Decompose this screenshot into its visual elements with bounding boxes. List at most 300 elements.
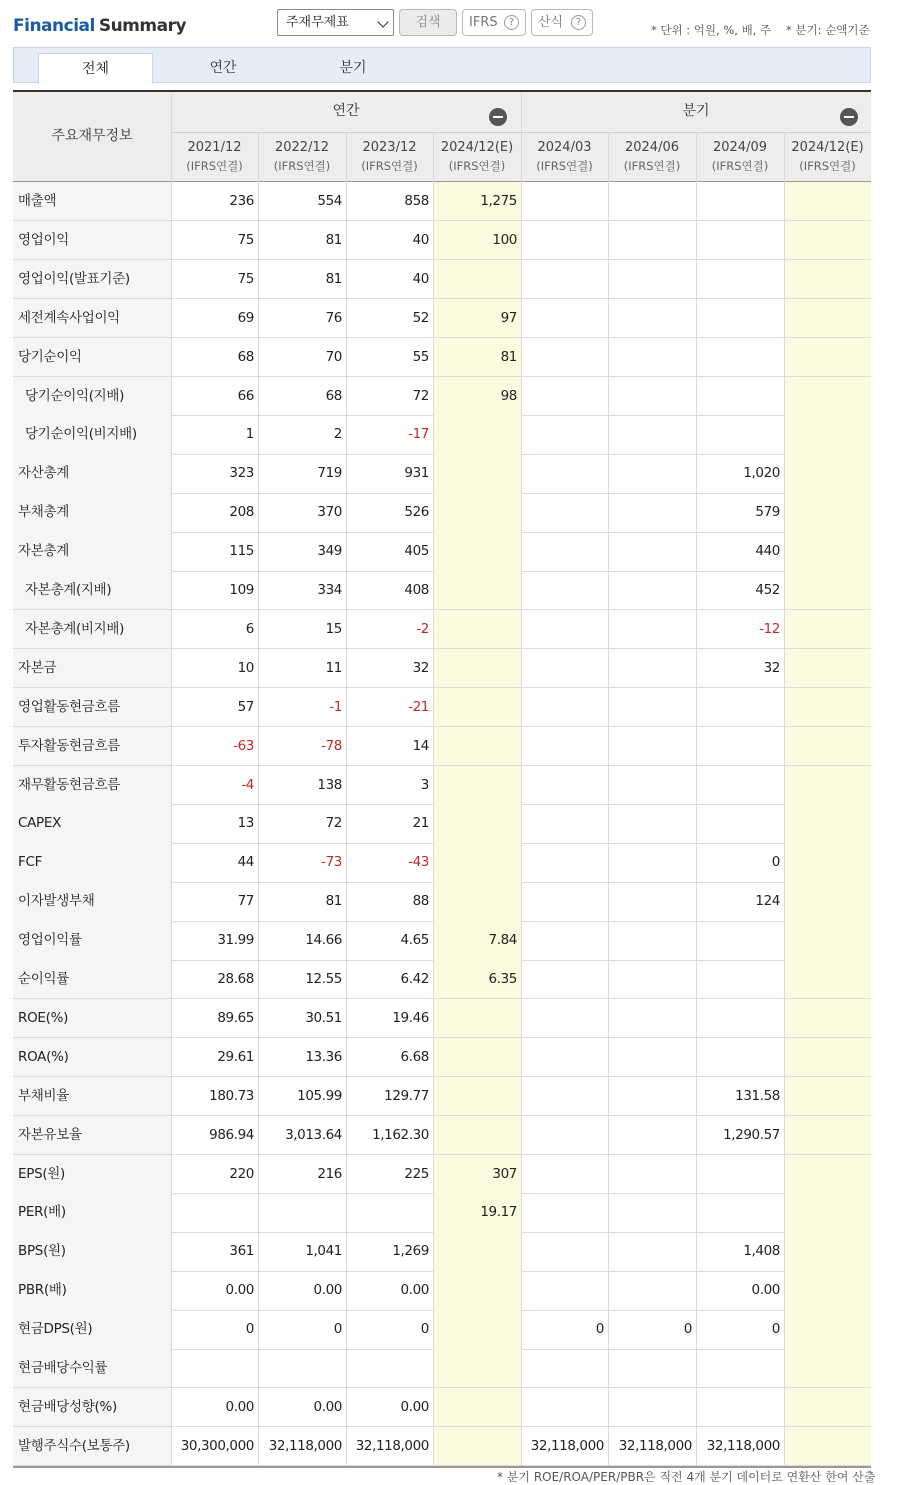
row-label: ROE(%): [13, 999, 171, 1038]
formula-label: 산식: [538, 15, 564, 30]
table-cell: [433, 1349, 521, 1388]
divider: [784, 132, 785, 181]
table-cell: [433, 1310, 521, 1349]
table-cell: 14: [412, 737, 429, 754]
table-cell: [784, 727, 871, 766]
table-cell: [433, 688, 521, 727]
divider: [258, 181, 259, 1465]
table-cell: [171, 1193, 258, 1232]
table-cell: [521, 921, 608, 960]
table-cell: 32,118,000: [268, 1437, 342, 1454]
table-cell: 129.77: [384, 1087, 429, 1104]
footnote: * 분기 ROE/ROA/PER/PBR은 직전 4개 분기 데이터로 연환산 한여 산출: [497, 1470, 876, 1484]
row-label: 당기순이익: [13, 338, 171, 377]
table-cell: [346, 1193, 433, 1232]
row-label: 순이익률: [13, 960, 171, 999]
table-cell: 225: [404, 1165, 429, 1182]
table-cell: [784, 1193, 871, 1232]
table-cell: [784, 804, 871, 843]
table-cell: [608, 1349, 696, 1388]
table-cell: 29.61: [217, 1048, 254, 1065]
table-cell: [696, 921, 784, 960]
table-cell: 21: [412, 815, 429, 832]
table-cell: [784, 338, 871, 377]
table-cell: [784, 493, 871, 532]
table-cell: 13.36: [305, 1048, 342, 1065]
table-cell: [784, 1155, 871, 1194]
table-cell: [608, 532, 696, 571]
row-label: 영업이익: [13, 221, 171, 260]
table-cell: 236: [229, 193, 254, 209]
table-cell: 57: [237, 698, 254, 715]
table-cell: [696, 804, 784, 843]
table-cell: 452: [755, 582, 780, 598]
table-cell: [608, 882, 696, 921]
table-cell: -17: [408, 426, 429, 443]
table-cell: [608, 338, 696, 377]
column-header: [433, 132, 521, 181]
table-cell: [346, 1349, 433, 1388]
row-label: 당기순이익(비지배): [13, 415, 171, 454]
table-cell: [784, 1310, 871, 1349]
table-cell: 76: [325, 309, 342, 326]
table-cell: 75: [237, 270, 254, 287]
table-cell: 32,118,000: [530, 1437, 604, 1454]
table-cell: 1,408: [743, 1243, 780, 1260]
divider: [433, 181, 434, 1465]
row-header-label: 주요재무정보: [51, 128, 133, 144]
table-cell: [521, 727, 608, 766]
column-basis: (IFRS연결): [273, 159, 331, 173]
table-cell: [608, 377, 696, 416]
column-header: [346, 132, 433, 181]
row-label: FCF: [13, 843, 171, 882]
table-cell: 40: [412, 270, 429, 287]
table-cell: 28.68: [217, 971, 254, 987]
table-cell: [521, 221, 608, 260]
table-cell: [433, 610, 521, 649]
table-cell: 19.46: [392, 1009, 429, 1026]
table-cell: [258, 1193, 346, 1232]
table-cell: 208: [229, 504, 254, 521]
table-cell: [696, 1155, 784, 1194]
table-cell: [784, 221, 871, 260]
table-cell: [608, 454, 696, 493]
table-cell: [433, 1038, 521, 1077]
table-cell: [433, 260, 521, 299]
column-basis: (IFRS연결): [448, 159, 506, 173]
divider: [784, 181, 785, 1465]
ifrs-help-button[interactable]: [462, 9, 526, 36]
table-cell: 30.51: [305, 1009, 342, 1026]
table-cell: 440: [755, 543, 780, 560]
table-cell: 408: [404, 582, 429, 598]
table-cell: [608, 1271, 696, 1310]
column-period: 2024/09: [712, 140, 767, 155]
table-cell: [433, 532, 521, 571]
table-cell: [696, 999, 784, 1038]
column-basis: (IFRS연결): [186, 159, 243, 173]
table-cell: [696, 1193, 784, 1232]
divider: [608, 132, 609, 181]
table-cell: 66: [237, 387, 254, 404]
table-cell: 77: [237, 893, 254, 910]
table-cell: 526: [404, 504, 429, 521]
ifrs-label: IFRS: [469, 15, 498, 30]
table-cell: [608, 921, 696, 960]
column-basis: (IFRS연결): [711, 159, 769, 173]
table-cell: [696, 727, 784, 766]
table-cell: [521, 804, 608, 843]
divider: [696, 132, 697, 181]
column-header: [784, 132, 871, 181]
table-cell: 719: [317, 465, 342, 482]
column-period: 2023/12: [362, 140, 417, 155]
row-label: 이자발생부채: [13, 882, 171, 921]
table-cell: [784, 182, 871, 221]
divider: [171, 92, 172, 181]
row-label: 부채총계: [13, 493, 171, 532]
group-quarter-label: 분기: [682, 103, 710, 119]
table-cell: [521, 1077, 608, 1116]
table-cell: 6.68: [400, 1048, 429, 1065]
row-label: ROA(%): [13, 1038, 171, 1077]
divider: [346, 132, 347, 181]
search-button[interactable]: 검색: [399, 9, 457, 36]
table-cell: 6.35: [433, 960, 521, 999]
table-cell: 32: [763, 659, 780, 676]
table-cell: 1: [245, 426, 254, 443]
table-cell: 554: [317, 193, 342, 209]
table-cell: 30,300,000: [180, 1437, 254, 1454]
row-label: 현금배당수익률: [13, 1349, 171, 1388]
column-period: 2024/03: [537, 140, 592, 155]
row-label: 자본유보율: [13, 1116, 171, 1155]
column-header: [608, 132, 696, 181]
table-cell: [696, 766, 784, 805]
formula-help-button[interactable]: [531, 9, 593, 36]
row-label: 투자활동현금흐름: [13, 727, 171, 766]
table-cell: [521, 182, 608, 221]
table-cell: 75: [237, 231, 254, 248]
table-cell: [433, 843, 521, 882]
table-cell: [608, 727, 696, 766]
table-cell: [696, 299, 784, 338]
table-cell: 115: [229, 543, 254, 560]
table-cell: [521, 1388, 608, 1427]
table-cell: 2: [333, 426, 342, 443]
table-cell: 124: [755, 893, 780, 910]
column-period: 2021/12: [187, 140, 242, 155]
row-label: 발행주식수(보통주): [13, 1427, 171, 1466]
table-cell: [696, 1388, 784, 1427]
table-cell: 105.99: [297, 1087, 342, 1104]
divider: [171, 181, 172, 1465]
table-cell: [433, 1116, 521, 1155]
table-cell: -21: [408, 698, 429, 715]
table-cell: [784, 649, 871, 688]
table-cell: [696, 260, 784, 299]
table-cell: [784, 1038, 871, 1077]
table-cell: [784, 999, 871, 1038]
row-label: 현금배당성향(%): [13, 1388, 171, 1427]
table-cell: [608, 493, 696, 532]
table-cell: 0.00: [225, 1282, 254, 1299]
tab-all[interactable]: 전체: [38, 53, 153, 84]
statement-type-select[interactable]: [277, 9, 394, 36]
table-cell: 97: [433, 299, 521, 338]
table-cell: [521, 1193, 608, 1232]
period-tabs: [13, 47, 871, 83]
row-label: 자본총계(지배): [13, 571, 171, 610]
table-cell: [521, 493, 608, 532]
row-label: 영업이익(발표기준): [13, 260, 171, 299]
table-cell: 7.84: [433, 921, 521, 960]
column-header: [696, 132, 784, 181]
table-cell: 131.58: [735, 1087, 780, 1104]
table-cell: 931: [404, 465, 429, 482]
table-cell: 44: [237, 854, 254, 871]
table-cell: 32,118,000: [355, 1437, 429, 1454]
table-cell: [608, 610, 696, 649]
table-cell: [521, 999, 608, 1038]
table-cell: [608, 1038, 696, 1077]
divider: [258, 132, 259, 181]
row-label: 현금DPS(원): [13, 1310, 171, 1349]
table-cell: 0: [420, 1321, 429, 1338]
table-cell: [521, 454, 608, 493]
table-cell: 0.00: [751, 1282, 780, 1299]
table-cell: 0.00: [313, 1398, 342, 1415]
table-cell: [784, 610, 871, 649]
table-cell: 88: [412, 893, 429, 910]
chevron-down-icon: [377, 16, 388, 27]
table-cell: [784, 688, 871, 727]
table-cell: 13: [237, 815, 254, 832]
table-cell: [608, 1232, 696, 1271]
table-cell: 11: [325, 659, 342, 676]
column-period: 2022/12: [274, 140, 329, 155]
table-cell: [433, 493, 521, 532]
table-cell: [608, 1388, 696, 1427]
column-basis: (IFRS연결): [799, 159, 856, 173]
table-cell: [521, 377, 608, 416]
tab-annual[interactable]: 연간: [209, 60, 237, 76]
table-cell: [696, 1038, 784, 1077]
table-cell: [608, 804, 696, 843]
table-cell: [521, 766, 608, 805]
table-cell: [521, 688, 608, 727]
table-cell: [696, 377, 784, 416]
collapse-quarter-icon[interactable]: [840, 108, 858, 126]
table-cell: [521, 960, 608, 999]
table-cell: 1,162.30: [372, 1126, 429, 1143]
table-cell: 52: [412, 309, 429, 326]
table-cell: 69: [237, 309, 254, 326]
table-cell: 81: [325, 270, 342, 287]
table-cell: 180.73: [209, 1087, 254, 1104]
table-cell: 361: [229, 1243, 254, 1260]
table-cell: [521, 415, 608, 454]
question-icon: ?: [504, 15, 519, 30]
table-cell: 81: [325, 893, 342, 910]
page-title: [13, 16, 186, 36]
table-cell: 1,275: [433, 182, 521, 221]
table-cell: 334: [317, 582, 342, 598]
divider: [521, 92, 522, 181]
table-cell: 1,020: [743, 465, 780, 482]
divider: [346, 181, 347, 1465]
table-cell: [784, 1271, 871, 1310]
table-cell: [696, 338, 784, 377]
table-cell: 4.65: [400, 932, 429, 949]
table-cell: 579: [755, 504, 780, 521]
table-cell: [784, 1116, 871, 1155]
table-cell: 370: [317, 504, 342, 521]
table-cell: [784, 260, 871, 299]
table-cell: [696, 1349, 784, 1388]
table-cell: 216: [317, 1165, 342, 1182]
row-label: 매출액: [13, 182, 171, 221]
row-label: 자본금: [13, 649, 171, 688]
table-cell: 0: [333, 1321, 342, 1338]
quarter-note: * 분기: 순액기준: [786, 23, 870, 37]
table-cell: [608, 260, 696, 299]
table-cell: [521, 1271, 608, 1310]
table-cell: 70: [325, 348, 342, 365]
table-cell: 6.42: [400, 971, 429, 987]
table-cell: [521, 649, 608, 688]
table-cell: 1,269: [392, 1243, 429, 1260]
table-cell: [433, 415, 521, 454]
table-cell: 15: [325, 620, 342, 637]
table-cell: [696, 221, 784, 260]
table-cell: [696, 688, 784, 727]
table-cell: 55: [412, 348, 429, 365]
row-label: 자산총계: [13, 454, 171, 493]
table-cell: 89.65: [217, 1009, 254, 1026]
column-header: [171, 132, 258, 181]
table-cell: 68: [237, 348, 254, 365]
table-cell: [608, 649, 696, 688]
table-cell: 72: [412, 387, 429, 404]
table-cell: [784, 1232, 871, 1271]
column-basis: (IFRS연결): [361, 159, 418, 173]
table-cell: 109: [229, 582, 254, 598]
table-cell: [784, 1077, 871, 1116]
column-period: 2024/06: [624, 140, 679, 155]
table-cell: [433, 804, 521, 843]
collapse-annual-icon[interactable]: [489, 108, 507, 126]
table-cell: [696, 182, 784, 221]
table-cell: [608, 1116, 696, 1155]
table-cell: [784, 843, 871, 882]
table-cell: [784, 415, 871, 454]
column-basis: (IFRS연결): [623, 159, 681, 173]
table-cell: 3,013.64: [285, 1126, 342, 1143]
table-cell: 81: [325, 231, 342, 248]
table-cell: 3: [420, 776, 429, 793]
row-label: 당기순이익(지배): [13, 377, 171, 416]
table-cell: [521, 299, 608, 338]
divider: [521, 181, 522, 1465]
table-cell: [784, 766, 871, 805]
table-cell: [433, 1388, 521, 1427]
row-label: 세전계속사업이익: [13, 299, 171, 338]
table-cell: 1,290.57: [723, 1126, 780, 1143]
table-cell: 68: [325, 387, 342, 404]
table-cell: 0: [771, 1321, 780, 1338]
table-cell: 19.17: [433, 1193, 521, 1232]
table-cell: [433, 454, 521, 493]
top-bar: [0, 0, 899, 46]
table-cell: [784, 960, 871, 999]
table-cell: -78: [321, 737, 342, 754]
table-cell: [521, 1038, 608, 1077]
table-cell: [521, 1155, 608, 1194]
table-cell: [784, 882, 871, 921]
table-cell: 405: [404, 543, 429, 560]
table-cell: 307: [433, 1155, 521, 1194]
table-cell: 10: [237, 659, 254, 676]
table-cell: [433, 727, 521, 766]
question-icon: ?: [571, 15, 586, 30]
table-cell: 31.99: [217, 932, 254, 949]
table-cell: -12: [759, 620, 780, 637]
table-cell: [433, 571, 521, 610]
column-period: 2024/12(E): [440, 140, 514, 155]
table-cell: [433, 766, 521, 805]
table-cell: [784, 921, 871, 960]
table-cell: [171, 1349, 258, 1388]
table-cell: [608, 960, 696, 999]
row-label: 영업활동현금흐름: [13, 688, 171, 727]
table-cell: [608, 1193, 696, 1232]
table-cell: 32,118,000: [706, 1437, 780, 1454]
table-cell: -4: [241, 776, 254, 793]
table-cell: [784, 1349, 871, 1388]
table-cell: [608, 688, 696, 727]
row-label: CAPEX: [13, 804, 171, 843]
column-basis: (IFRS연결): [536, 159, 593, 173]
title-main: Summary: [98, 16, 187, 36]
table-cell: 98: [433, 377, 521, 416]
table-cell: 858: [404, 193, 429, 209]
table-cell: [521, 1116, 608, 1155]
table-cell: 0: [683, 1321, 692, 1338]
table-cell: [521, 882, 608, 921]
table-cell: 81: [433, 338, 521, 377]
table-cell: -43: [408, 854, 429, 871]
table-cell: 12.55: [305, 971, 342, 987]
unit-note: * 단위 : 억원, %, 배, 주: [651, 23, 772, 37]
table-cell: [258, 1349, 346, 1388]
table-cell: [784, 532, 871, 571]
table-cell: [433, 1427, 521, 1466]
table-cell: 323: [229, 465, 254, 482]
table-cell: [433, 1271, 521, 1310]
table-cell: [608, 999, 696, 1038]
table-cell: [608, 766, 696, 805]
table-cell: [784, 1388, 871, 1427]
tab-quarter[interactable]: 분기: [339, 60, 367, 76]
table-cell: [608, 1077, 696, 1116]
table-cell: [521, 571, 608, 610]
table-cell: [608, 415, 696, 454]
row-label: 자본총계(비지배): [13, 610, 171, 649]
table-cell: -1: [329, 698, 342, 715]
table-cell: [521, 338, 608, 377]
